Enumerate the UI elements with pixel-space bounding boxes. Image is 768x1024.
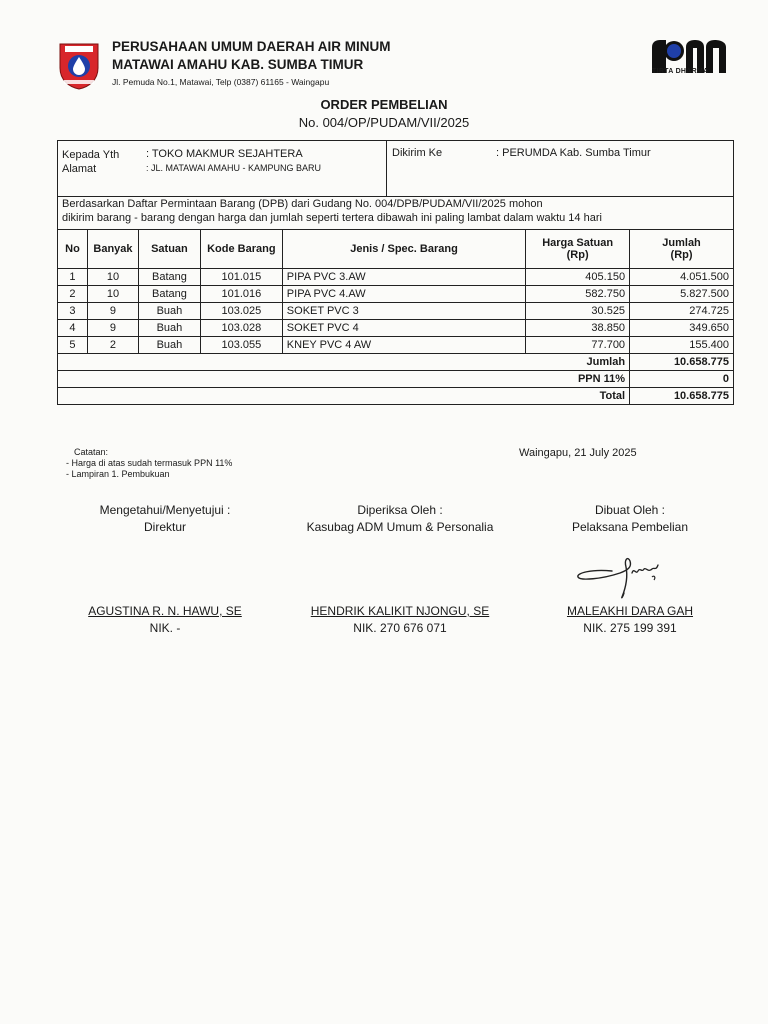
row-no: 4 — [58, 320, 88, 337]
header-price-line2: (Rp) — [566, 249, 589, 261]
total-label: Total — [58, 388, 630, 405]
row-qty: 10 — [87, 269, 138, 286]
row-desc: PIPA PVC 4.AW — [282, 286, 525, 303]
signatory-name: MALEAKHI DARA GAH — [566, 604, 694, 618]
subtotal-value: 10.658.775 — [630, 354, 734, 371]
row-price: 30.525 — [526, 303, 630, 320]
signature-position: Kasubag ADM Umum & Personalia — [306, 520, 494, 534]
row-code: 103.055 — [200, 337, 282, 354]
signature-role: Mengetahui/Menyetujui : — [99, 503, 231, 517]
company-address: Jl. Pemuda No.1, Matawai, Telp (0387) 61165 - Waingapu — [112, 77, 330, 87]
header-qty: Banyak — [87, 230, 138, 269]
row-desc: PIPA PVC 3.AW — [282, 269, 525, 286]
header-total — [630, 230, 734, 269]
header-no: No — [58, 230, 88, 269]
header-desc: Jenis / Spec. Barang — [282, 230, 525, 269]
tax-label: PPN 11% — [58, 371, 630, 388]
signature-role: Diperiksa Oleh : — [357, 503, 443, 517]
row-code: 101.015 — [200, 269, 282, 286]
note-item: - Harga di atas sudah termasuk PPN 11% — [66, 458, 233, 468]
tax-row — [58, 371, 734, 388]
recipient-box — [57, 140, 734, 197]
header-code: Kode Barang — [200, 230, 282, 269]
row-price: 38.850 — [526, 320, 630, 337]
row-qty: 9 — [87, 320, 138, 337]
row-desc: KNEY PVC 4 AW — [282, 337, 525, 354]
to-label: Kepada Yth — [62, 149, 120, 161]
row-qty: 10 — [87, 286, 138, 303]
subtotal-row — [58, 354, 734, 371]
table-row — [58, 320, 734, 337]
address-label: Alamat — [62, 163, 97, 175]
table-row — [58, 337, 734, 354]
total-value: 10.658.775 — [630, 388, 734, 405]
header-unit: Satuan — [138, 230, 200, 269]
ship-label: Dikirim Ke — [392, 147, 443, 159]
row-total: 5.827.500 — [630, 286, 734, 303]
signatory-nik: NIK. 270 676 071 — [353, 621, 447, 635]
row-unit: Buah — [138, 320, 200, 337]
header-price — [526, 230, 630, 269]
row-price: 582.750 — [526, 286, 630, 303]
header-total-line2: (Rp) — [670, 249, 693, 261]
tax-value: 0 — [630, 371, 734, 388]
intro-line1: Berdasarkan Daftar Permintaan Barang (DPB) dari Gudang No. 004/DPB/PUDAM/VII/2025 mohon — [62, 198, 543, 210]
items-table — [57, 229, 734, 405]
place-date: Waingapu, 21 July 2025 — [519, 447, 637, 459]
row-no: 2 — [58, 286, 88, 303]
to-value: : TOKO MAKMUR SEJAHTERA — [146, 148, 303, 160]
row-total: 155.400 — [630, 337, 734, 354]
table-row — [58, 303, 734, 320]
row-qty: 9 — [87, 303, 138, 320]
row-total: 349.650 — [630, 320, 734, 337]
table-row — [58, 269, 734, 286]
row-no: 3 — [58, 303, 88, 320]
header-price-line1: Harga Satuan — [542, 237, 614, 249]
row-total: 4.051.500 — [630, 269, 734, 286]
row-unit: Batang — [138, 269, 200, 286]
row-total: 274.725 — [630, 303, 734, 320]
row-unit: Buah — [138, 337, 200, 354]
table-row — [58, 286, 734, 303]
handwritten-signature — [572, 553, 668, 601]
signature-role: Dibuat Oleh : — [594, 503, 666, 517]
row-no: 5 — [58, 337, 88, 354]
header-total-line1: Jumlah — [662, 237, 701, 249]
notes-title: Catatan: — [74, 447, 109, 457]
intro-line2: dikirim barang - barang dengan harga dan jumlah seperti tertera dibawah ini paling lambat dalam waktu 14 hari — [62, 212, 602, 224]
table-header-row — [58, 230, 734, 269]
signature-position: Direktur — [143, 520, 186, 534]
row-code: 101.016 — [200, 286, 282, 303]
document-number: No. 004/OP/PUDAM/VII/2025 — [298, 115, 470, 130]
row-price: 77.700 — [526, 337, 630, 354]
row-desc: SOKET PVC 4 — [282, 320, 525, 337]
signature-position: Pelaksana Pembelian — [571, 520, 689, 534]
row-unit: Batang — [138, 286, 200, 303]
row-code: 103.028 — [200, 320, 282, 337]
signatory-nik: NIK. - — [149, 621, 181, 635]
company-name-line2: MATAWAI AMAHU KAB. SUMBA TIMUR — [112, 57, 364, 72]
subtotal-label: Jumlah — [58, 354, 630, 371]
row-no: 1 — [58, 269, 88, 286]
company-name-line1: PERUSAHAAN UMUM DAERAH AIR MINUM — [112, 39, 391, 54]
total-row — [58, 388, 734, 405]
signatory-name: HENDRIK KALIKIT NJONGU, SE — [310, 604, 490, 618]
row-price: 405.150 — [526, 269, 630, 286]
row-code: 103.025 — [200, 303, 282, 320]
intro-box — [57, 195, 734, 230]
note-item: - Lampiran 1. Pembukuan — [66, 469, 170, 479]
row-desc: SOKET PVC 3 — [282, 303, 525, 320]
company-logo — [56, 38, 102, 90]
signatory-name: AGUSTINA R. N. HAWU, SE — [88, 604, 242, 618]
row-unit: Buah — [138, 303, 200, 320]
document-title: ORDER PEMBELIAN — [320, 97, 448, 112]
row-qty: 2 — [87, 337, 138, 354]
ship-value: : PERUMDA Kab. Sumba Timur — [496, 147, 651, 159]
address-value: : JL. MATAWAI AMAHU - KAMPUNG BARU — [146, 163, 322, 173]
signatory-nik: NIK. 275 199 391 — [583, 621, 677, 635]
brand-name: TIRTA DHARMA — [652, 68, 709, 75]
